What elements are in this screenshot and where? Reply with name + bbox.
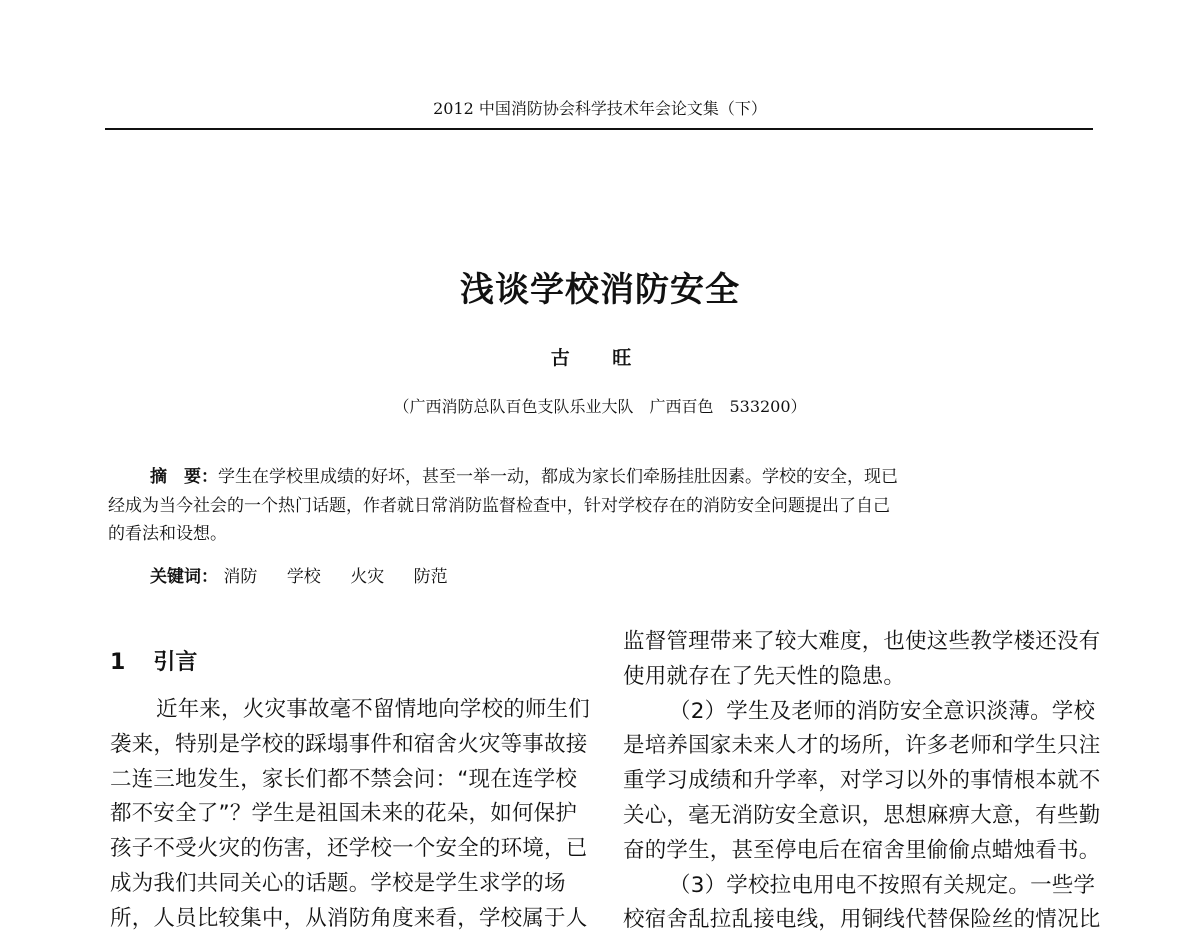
- article-title: 浅谈学校消防安全: [460, 270, 740, 310]
- keywords-label: 关键词：: [150, 567, 218, 587]
- text-line: （2）学生及老师的消防安全意识淡薄。学校: [669, 698, 1096, 724]
- keyword: 学校: [286, 567, 321, 587]
- keyword: 消防: [223, 567, 258, 587]
- section-heading: [110, 645, 225, 676]
- text-line: 二连三地发生，家长们都不禁会问：“现在连学校: [110, 766, 578, 792]
- text-line: 孩子不受火灾的伤害，还学校一个安全的环境，已: [110, 836, 588, 862]
- keyword: 防范: [413, 567, 448, 587]
- abstract-line: 经成为当今社会的一个热门话题，作者就日常消防监督检查中，针对学校存在的消防安全问题提出了自己: [108, 495, 890, 516]
- text-line: 成为我们共同关心的话题。学校是学生求学的场: [110, 870, 566, 896]
- keyword: 火灾: [350, 567, 385, 587]
- section-title: 引言: [153, 650, 198, 675]
- abstract-label: 摘 要：: [150, 467, 218, 487]
- abstract-line: 的看法和设想。: [108, 524, 227, 544]
- text-line: 重学习成绩和升学率，对学习以外的事情根本就不: [623, 768, 1101, 794]
- text-line: 关心，毫无消防安全意识，思想麻痹大意，有些勤: [623, 802, 1101, 828]
- text-line: 袭来，特别是学校的踩塌事件和宿舍火灾等事故接: [110, 731, 588, 757]
- text-line: 近年来，火灾事故毫不留情地向学校的师生们: [156, 697, 591, 722]
- text-line: 使用就存在了先天性的隐患。: [623, 663, 906, 689]
- text-line: 校宿舍乱拉乱接电线，用铜线代替保险丝的情况比: [623, 907, 1101, 933]
- author: 古 旺: [550, 347, 650, 369]
- text-line: 都不安全了”？学生是祖国未来的花朵，如何保护: [110, 801, 578, 827]
- text-line: 监督管理带来了较大难度，也使这些教学楼还没有: [623, 629, 1101, 654]
- text-line: 是培养国家未来人才的场所，许多老师和学生只注: [623, 733, 1101, 759]
- section-number: 1: [110, 650, 126, 675]
- affiliation: （广西消防总队百色支队乐业大队 广西百色 533200）: [393, 397, 807, 416]
- right-column: [623, 625, 1101, 938]
- running-header: 2012 中国消防协会科学技术年会论文集（下）: [433, 99, 767, 118]
- header-rule: [105, 128, 1093, 130]
- text-line: （3）学校拉电用电不按照有关规定。一些学: [669, 872, 1096, 898]
- keywords: [150, 562, 448, 587]
- text-line: 所，人员比较集中，从消防角度来看，学校属于人: [110, 905, 588, 931]
- abstract-line: 学生在学校里成绩的好坏，甚至一举一动，都成为家长们牵肠挂肚因素。学校的安全，现已: [218, 467, 898, 487]
- text-line: 奋的学生，甚至停电后在宿舍里偷偷点蜡烛看书。: [623, 837, 1101, 863]
- left-column: [110, 693, 591, 937]
- abstract: [108, 463, 1093, 549]
